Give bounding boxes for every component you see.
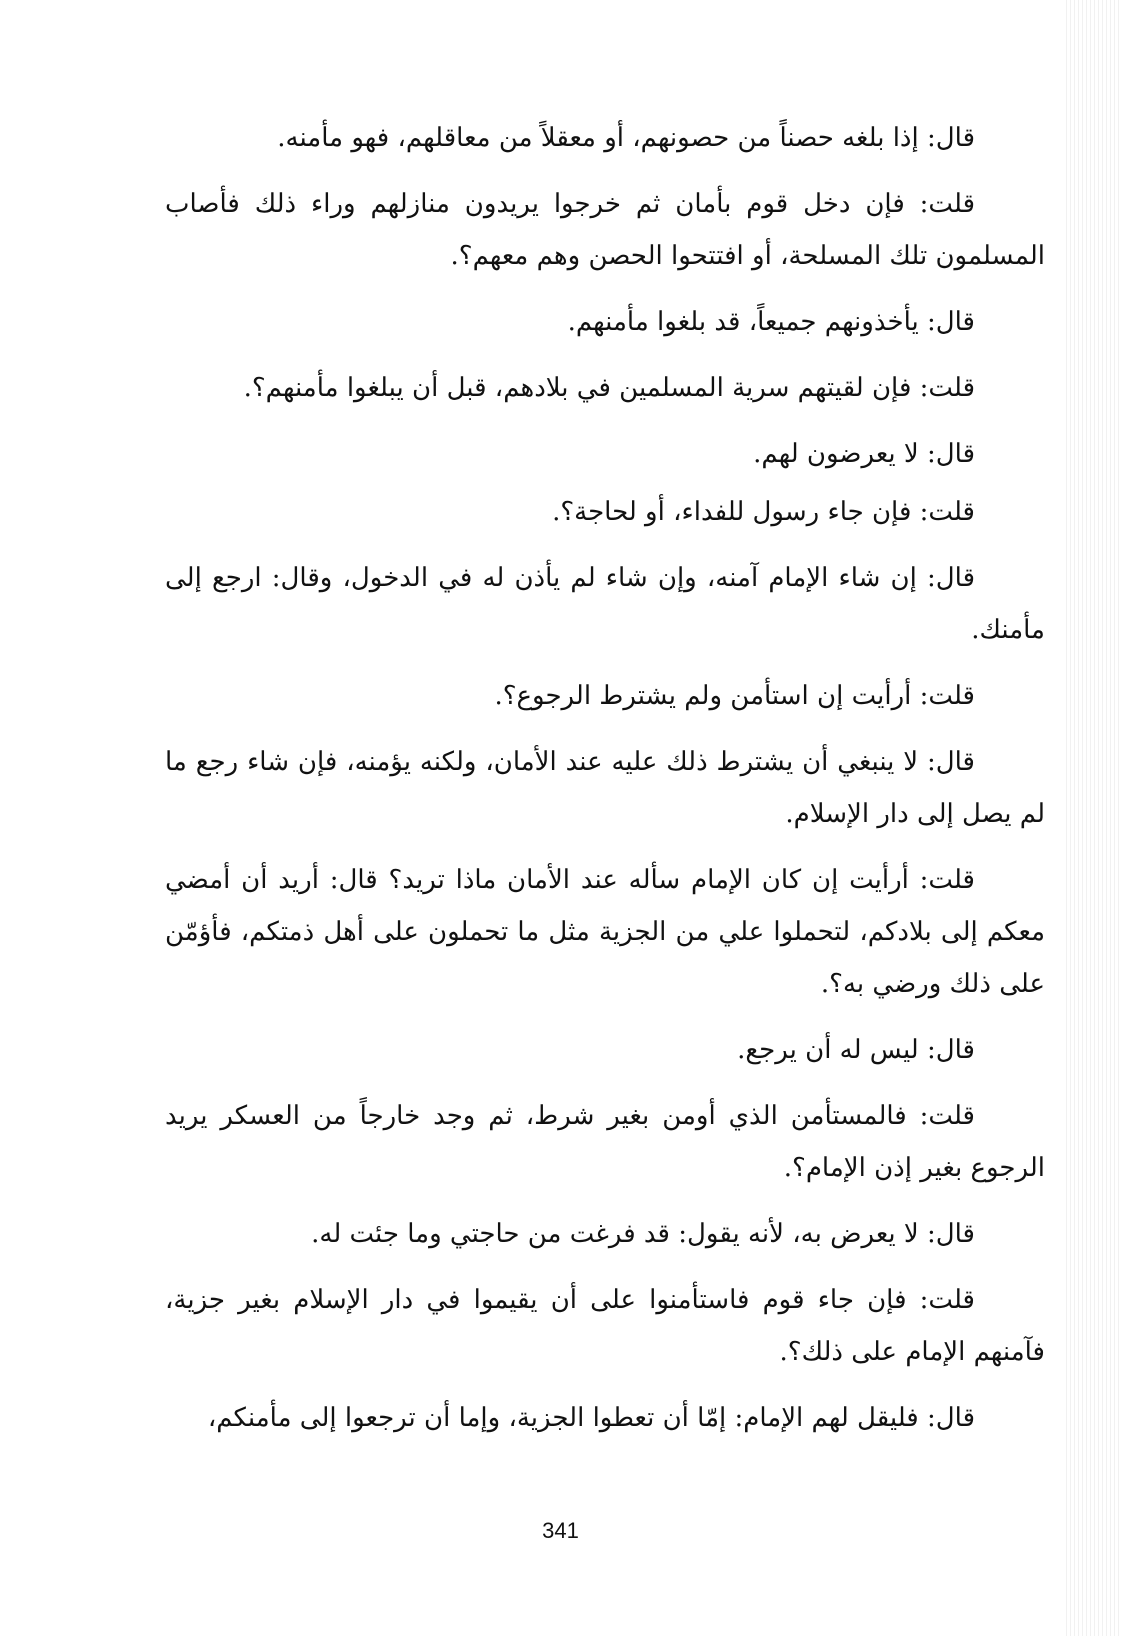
paragraph-9: قال: لا ينبغي أن يشترط ذلك عليه عند الأمان، ولكنه يؤمنه، فإن شاء رجع ما لم يصل إلى دار الإسلام. xyxy=(165,747,1045,829)
paragraph-10: قلت: أرأيت إن كان الإمام سأله عند الأمان ماذا تريد؟ قال: أريد أن أمضي معكم إلى بلادكم، لتحملوا علي من الجزية مثل ما تحملون على أهل ذمتكم، فأؤمّن على ذلك ورضي به؟. xyxy=(165,865,1045,999)
paragraph-12: قلت: فالمستأمن الذي أومن بغير شرط، ثم وجد خارجاً من العسكر يريد الرجوع بغير إذن الإمام؟. xyxy=(165,1101,1045,1183)
paragraph-13: قال: لا يعرض به، لأنه يقول: قد فرغت من حاجتي وما جئت له. xyxy=(311,1219,975,1249)
paragraph-8: قلت: أرأيت إن استأمن ولم يشترط الرجوع؟. xyxy=(494,681,975,711)
paragraph-6: قلت: فإن جاء رسول للفداء، أو لحاجة؟. xyxy=(552,497,975,527)
paragraph-11: قال: ليس له أن يرجع. xyxy=(737,1035,975,1065)
paragraph-2: قلت: فإن دخل قوم بأمان ثم خرجوا يريدون منازلهم وراء ذلك فأصاب المسلمون تلك المسلحة، أو افتتحوا الحصن وهم معهم؟. xyxy=(165,189,1045,271)
paragraph-1: قال: إذا بلغه حصناً من حصونهم، أو معقلاً من معاقلهم، فهو مأمنه. xyxy=(277,123,975,153)
paragraph-5: قال: لا يعرضون لهم. xyxy=(753,439,975,469)
paragraph-7: قال: إن شاء الإمام آمنه، وإن شاء لم يأذن له في الدخول، وقال: ارجع إلى مأمنك. xyxy=(165,563,1045,645)
paragraph-4: قلت: فإن لقيتهم سرية المسلمين في بلادهم، قبل أن يبلغوا مأمنهم؟. xyxy=(243,373,975,403)
paragraph-14: قلت: فإن جاء قوم فاستأمنوا على أن يقيموا في دار الإسلام بغير جزية، فآمنهم الإمام على ذلك؟. xyxy=(165,1285,1045,1367)
page-edge-scan-texture xyxy=(1063,0,1121,1636)
page-number: 341 xyxy=(542,1518,579,1543)
paragraph-3: قال: يأخذونهم جميعاً، قد بلغوا مأمنهم. xyxy=(567,307,975,337)
paragraph-15: قال: فليقل لهم الإمام: إمّا أن تعطوا الجزية، وإما أن ترجعوا إلى مأمنكم، xyxy=(207,1403,975,1433)
page-text-body xyxy=(165,112,1045,1458)
